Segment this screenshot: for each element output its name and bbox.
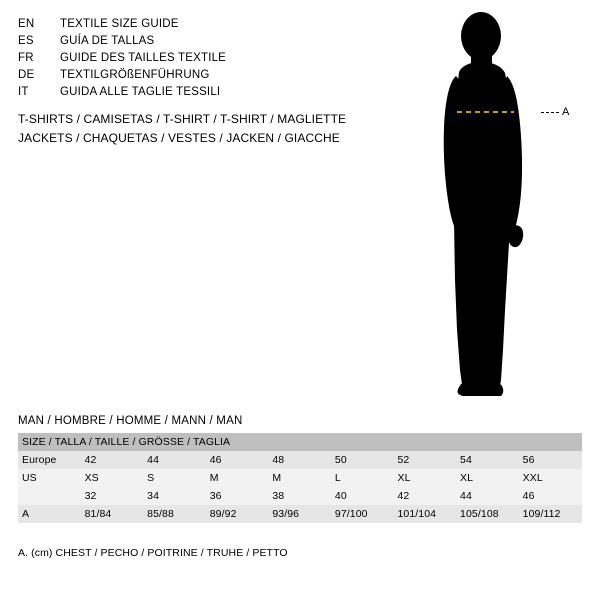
cell: 34	[143, 487, 206, 505]
cell: 36	[206, 487, 269, 505]
cell: 97/100	[331, 505, 394, 523]
cell: 109/112	[519, 505, 582, 523]
cell: 101/104	[393, 505, 456, 523]
cell: XL	[393, 469, 456, 487]
cell: 81/84	[81, 505, 144, 523]
cell: M	[268, 469, 331, 487]
cell: 44	[456, 487, 519, 505]
cell: 105/108	[456, 505, 519, 523]
cell: 42	[393, 487, 456, 505]
size-table-section	[18, 415, 582, 523]
table-row	[18, 505, 582, 523]
row-label: A	[18, 505, 81, 523]
table-header-label: SIZE / TALLA / TAILLE / GRÖSSE / TAGLIA	[18, 433, 582, 451]
cell: 54	[456, 451, 519, 469]
measure-label-a: A	[562, 106, 570, 118]
row-label: US	[18, 469, 81, 487]
cell: 48	[268, 451, 331, 469]
cell: 50	[331, 451, 394, 469]
cell: 89/92	[206, 505, 269, 523]
table-title: MAN / HOMBRE / HOMME / MANN / MAN	[18, 415, 243, 427]
row-label: Europe	[18, 451, 81, 469]
cell: XS	[81, 469, 144, 487]
table-row	[18, 451, 582, 469]
language-code: FR	[18, 52, 34, 64]
language-row	[18, 16, 398, 33]
cell: 40	[331, 487, 394, 505]
language-text: TEXTILE SIZE GUIDE	[60, 18, 179, 30]
row-label	[18, 487, 81, 505]
body-silhouette	[415, 10, 595, 400]
language-text: GUIDA ALLE TAGLIE TESSILI	[60, 86, 221, 98]
cell: 52	[393, 451, 456, 469]
cell: L	[331, 469, 394, 487]
cell: XL	[456, 469, 519, 487]
cell: S	[143, 469, 206, 487]
cell: 42	[81, 451, 144, 469]
cell: 46	[206, 451, 269, 469]
language-row	[18, 50, 398, 67]
cell: 46	[519, 487, 582, 505]
table-row	[18, 487, 582, 505]
table-row	[18, 469, 582, 487]
cell: M	[206, 469, 269, 487]
language-code: ES	[18, 35, 34, 47]
cell: 32	[81, 487, 144, 505]
language-code: IT	[18, 86, 29, 98]
cell: 93/96	[268, 505, 331, 523]
language-list	[18, 16, 398, 101]
size-table	[18, 433, 582, 523]
cell: 56	[519, 451, 582, 469]
cell: 38	[268, 487, 331, 505]
language-text: GUÍA DE TALLAS	[60, 35, 155, 47]
table-header-row	[18, 433, 582, 451]
language-row	[18, 84, 398, 101]
language-code: DE	[18, 69, 35, 81]
measure-leader-line	[541, 112, 559, 113]
language-row	[18, 67, 398, 84]
language-row	[18, 33, 398, 50]
garment-type-tshirts: T-SHIRTS / CAMISETAS / T-SHIRT / T-SHIRT / MAGLIETTE	[18, 112, 347, 126]
cell: 85/88	[143, 505, 206, 523]
language-text: TEXTILGRÖßENFÜHRUNG	[60, 69, 210, 81]
footnote-chest: A. (cm) CHEST / PECHO / POITRINE / TRUHE / PETTO	[18, 547, 288, 559]
garment-type-jackets: JACKETS / CHAQUETAS / VESTES / JACKEN / GIACCHE	[18, 131, 340, 145]
garment-type-list	[18, 110, 418, 148]
language-text: GUIDE DES TAILLES TEXTILE	[60, 52, 227, 64]
cell: 44	[143, 451, 206, 469]
cell: XXL	[519, 469, 582, 487]
language-code: EN	[18, 18, 35, 30]
silhouette-svg	[415, 10, 595, 400]
